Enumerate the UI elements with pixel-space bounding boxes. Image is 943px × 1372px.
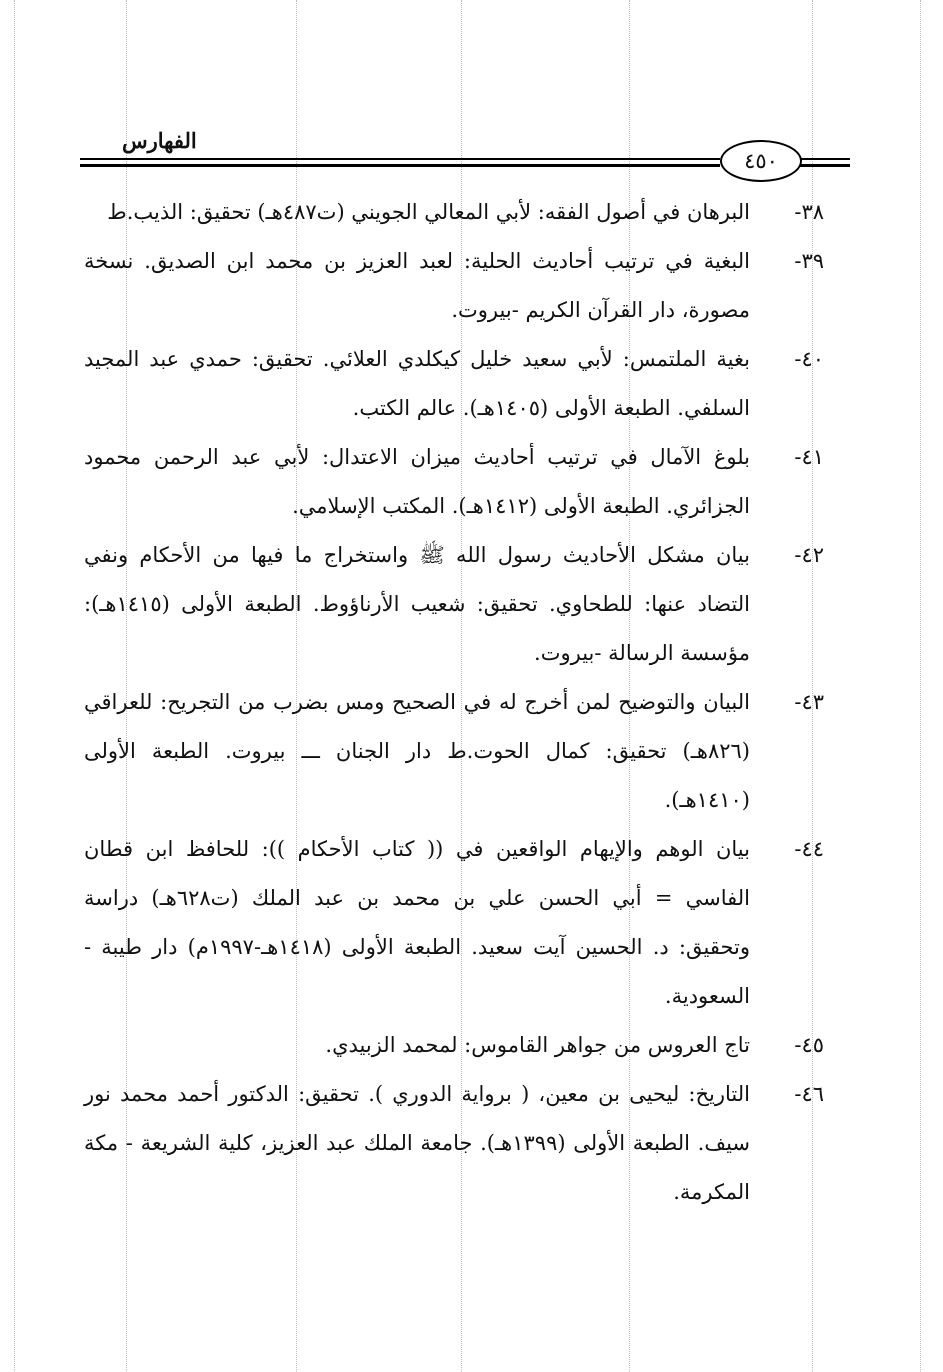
list-item <box>84 1070 824 1217</box>
page-title: الفهارس <box>122 128 197 153</box>
scan-guide-line <box>14 0 15 1372</box>
list-item <box>84 188 824 237</box>
entry-number: ٣٨- <box>794 200 824 224</box>
entry-text: بيان مشكل الأحاديث رسول الله ﷺ واستخراج ما فيها من الأحكام ونفي التضاد عنها: للطحاوي. تحقيق: شعيب الأرناؤوط. الطبعة الأولى (١٤١٥هـ): مؤسسة الرسالة -بيروت. <box>84 543 750 665</box>
list-item <box>84 237 824 335</box>
entry-text: بغية الملتمس: لأبي سعيد خليل كيكلدي العلائي. تحقيق: حمدي عبد المجيد السلفي. الطبعة الأولى (١٤٠٥هـ). عالم الكتب. <box>84 347 750 420</box>
list-item <box>84 825 824 1021</box>
list-item <box>84 1021 824 1070</box>
entry-text: بيان الوهم والإيهام الواقعين في (( كتاب الأحكام )): للحافظ ابن قطان الفاسي = أبي الحسن علي بن محمد بن عبد الملك (ت٦٢٨هـ) دراسة وتحقيق: د. الحسين آيت سعيد. الطبعة الأولى (١٤١٨هـ-١٩٩٧م) دار طيبة - السعودية. <box>84 837 751 1008</box>
header-rule <box>80 158 720 160</box>
entry-number: ٤٠- <box>794 347 824 371</box>
entry-text: البيان والتوضيح لمن أخرج له في الصحيح ومس بضرب من التجريح: للعراقي (٨٢٦هـ) تحقيق: كمال الحوت.ط دار الجنان ـــ بيروت. الطبعة الأولى (١٤١٠هـ). <box>84 690 750 812</box>
header-rule <box>798 158 850 160</box>
entry-text: البرهان في أصول الفقه: لأبي المعالي الجويني (ت٤٨٧هـ) تحقيق: الذيب.ط <box>107 200 750 224</box>
entry-number: ٤٤- <box>794 837 824 861</box>
list-item <box>84 433 824 531</box>
entry-number: ٤١- <box>794 445 824 469</box>
header-rule <box>798 164 850 167</box>
entry-number: ٤٦- <box>794 1082 824 1106</box>
list-item <box>84 531 824 678</box>
entry-text: بلوغ الآمال في ترتيب أحاديث ميزان الاعتدال: لأبي عبد الرحمن محمود الجزائري. الطبعة الأولى (١٤١٢هـ). المكتب الإسلامي. <box>84 445 750 518</box>
bibliography-list <box>84 188 824 1217</box>
header-rule <box>80 164 720 167</box>
list-item <box>84 678 824 825</box>
entry-text: تاج العروس من جواهر القاموس: لمحمد الزبيدي. <box>325 1033 750 1057</box>
list-item <box>84 335 824 433</box>
page-header <box>80 120 850 190</box>
entry-text: التاريخ: ليحيى بن معين، ( برواية الدوري ). تحقيق: الدكتور أحمد محمد نور سيف. الطبعة الأولى (١٣٩٩هـ). جامعة الملك عبد العزيز، كلية الشريعة - مكة المكرمة. <box>84 1082 751 1204</box>
entry-number: ٤٣- <box>794 690 824 714</box>
entry-number: ٤٢- <box>794 543 824 567</box>
scan-guide-line <box>920 0 921 1372</box>
entry-number: ٣٩- <box>794 249 824 273</box>
entry-text: البغية في ترتيب أحاديث الحلية: لعبد العزيز بن محمد ابن الصديق. نسخة مصورة، دار القرآن الكريم -بيروت. <box>84 249 750 322</box>
entry-number: ٤٥- <box>794 1033 824 1057</box>
page-number: ٤٥٠ <box>720 140 802 182</box>
